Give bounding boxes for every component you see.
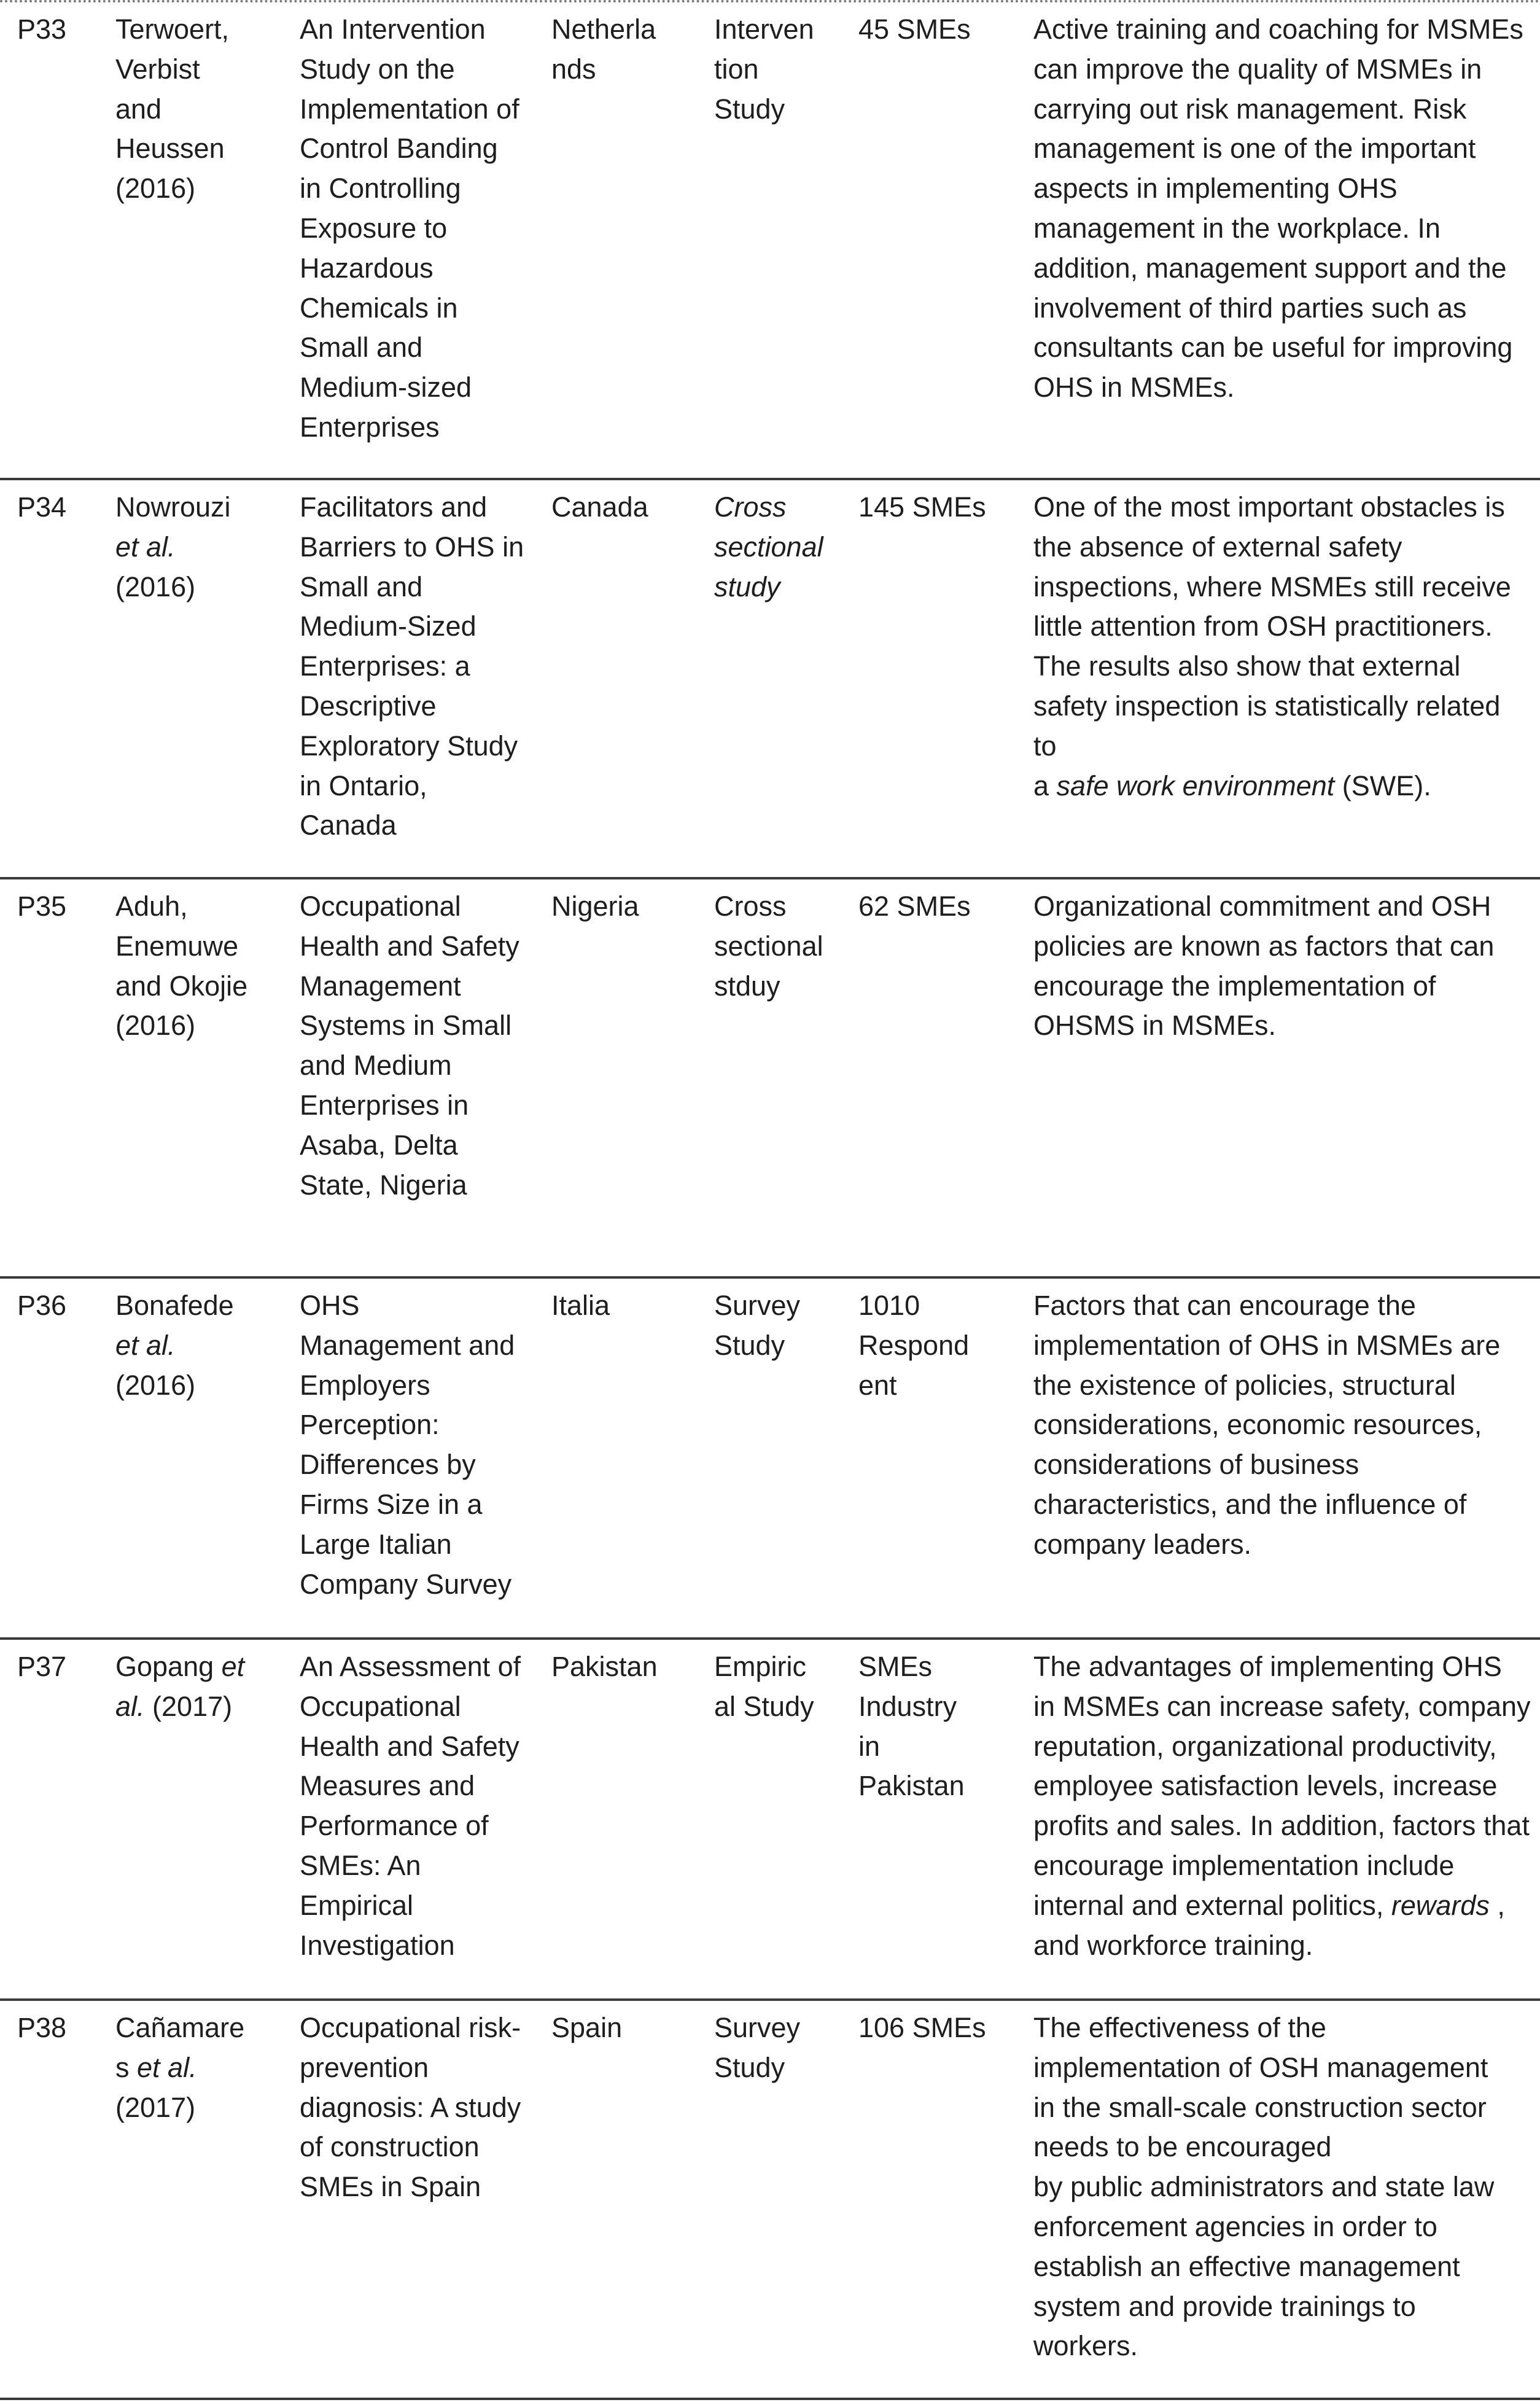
finding-text: One of the most important obstacles is the absence of external safety inspections, where MSMEs still receive little attention from OSH practitioners. The results also show that external safety inspection is statistically related to xyxy=(1033,491,1511,762)
sample-cell: SMEs Industry in Pakistan xyxy=(858,1651,965,1802)
country-cell: Spain xyxy=(551,2012,623,2043)
design-cell: Empirical Study xyxy=(714,1651,814,1722)
author-etal: et al. xyxy=(115,1651,245,1722)
title-cell: An Assessment of Occupational Health and Safety Measures and Performance of SMEs: An Empirical Investigation xyxy=(300,1651,521,1961)
author-etal: et al. xyxy=(115,531,176,563)
author-etal: et al. xyxy=(115,1329,176,1361)
paper-id: P37 xyxy=(17,1651,67,1682)
title-cell: An Intervention Study on the Implementation of Control Banding in Controlling Exposure to Hazardous Chemicals in Small and Medium-sized Enterprises xyxy=(300,14,519,443)
author-name: Cañamares xyxy=(115,2012,245,2083)
finding-cell: Active training and coaching for MSMEs can improve the quality of MSMEs in carrying out risk management. Risk management is one of the important aspects in implementing OHS management in the workplace. In addition, management support and the involvement of third parties such as consultants can be useful for improving OHS in MSMEs. xyxy=(1033,14,1523,403)
finding-term: safe work environment xyxy=(1056,770,1335,801)
design-cell: Survey Study xyxy=(714,1290,801,1361)
finding-text: The advantages of implementing OHS in MSMEs can increase safety, company reputation, organizational productivity, employee satisfaction levels, increase profits and sales. In addition, factors that encourage implementation include internal and external politics, xyxy=(1033,1651,1531,1921)
author-name: Bonafede xyxy=(115,1290,234,1321)
finding-text-end: , and workforce training. xyxy=(1033,1889,1505,1961)
finding-cell xyxy=(1033,1647,1531,1965)
author-name: Nowrouzi xyxy=(115,491,231,523)
finding-cell: Factors that can encourage the implementation of OHS in MSMEs are the existence of policies, structural considerations, economic resources, considerations of business characteristics, and the influence of company leaders. xyxy=(1033,1290,1501,1560)
title-cell: Facilitators and Barriers to OHS in Small and Medium-Sized Enterprises: a Descriptive Exploratory Study in Ontario, Canada xyxy=(300,491,524,841)
country-cell: Nigeria xyxy=(551,891,639,922)
finding-term: rewards xyxy=(1391,1889,1490,1921)
title-cell: OHS Management and Employers Perception: Differences by Firms Size in a Large Italian Company Survey xyxy=(300,1290,515,1600)
author-etal: et al. xyxy=(137,2051,197,2083)
table-row xyxy=(0,1279,1540,1640)
country-cell: Canada xyxy=(551,491,648,523)
table-row xyxy=(0,1640,1540,2001)
author-cell xyxy=(115,488,266,607)
finding-cell xyxy=(1033,488,1531,806)
sample-cell: 45 SMEs xyxy=(858,14,971,45)
finding-cell xyxy=(1033,2008,1506,2366)
finding-abbrev: (SWE). xyxy=(1342,770,1431,801)
design-cell: Cross sectional study xyxy=(714,491,823,602)
table-row xyxy=(0,480,1540,879)
author-cell: Aduh, Enemuwe and Okojie (2016) xyxy=(115,891,248,1042)
table-row xyxy=(0,0,1540,480)
design-cell: Cross sectional stduy xyxy=(714,891,823,1002)
author-cell xyxy=(115,2008,257,2127)
country-cell: Netherlands xyxy=(551,14,656,85)
author-year: (2017) xyxy=(115,2091,196,2123)
author-year: (2016) xyxy=(115,571,196,602)
paper-id: P33 xyxy=(17,14,67,45)
country-cell: Italia xyxy=(551,1290,610,1321)
author-year: (2017) xyxy=(152,1690,233,1722)
paper-id: P38 xyxy=(17,2012,67,2043)
sample-cell: 62 SMEs xyxy=(858,891,971,922)
paper-id: P36 xyxy=(17,1290,67,1321)
author-name: Gopang xyxy=(115,1651,214,1682)
sample-cell: 1010 Respondent xyxy=(858,1290,970,1401)
author-year: (2016) xyxy=(115,1369,196,1401)
finding-text: The effectiveness of the implementation of OSH management in the small-scale construction sector needs to be encouraged xyxy=(1033,2012,1488,2163)
title-cell: Occupational risk-prevention diagnosis: A study of construction SMEs in Spain xyxy=(300,2012,521,2203)
finding-text-cont: by public administrators and state law enforcement agencies in order to establish an effective management system and provide trainings to workers. xyxy=(1033,2171,1495,2362)
sample-cell: 145 SMEs xyxy=(858,491,986,523)
table-row xyxy=(0,2001,1540,2400)
finding-cell: Organizational commitment and OSH policies are known as factors that can encourage the implementation of OHSMS in MSMEs. xyxy=(1033,891,1495,1042)
country-cell: Pakistan xyxy=(551,1651,658,1682)
author-cell xyxy=(115,1647,266,1727)
design-cell: Survey Study xyxy=(714,2012,801,2083)
paper-id: P34 xyxy=(17,491,67,523)
table-row xyxy=(0,879,1540,1279)
author-cell xyxy=(115,1286,266,1405)
finding-text-article: a xyxy=(1033,770,1049,801)
sample-cell: 106 SMEs xyxy=(858,2012,986,2043)
paper-id: P35 xyxy=(17,891,67,922)
title-cell: Occupational Health and Safety Management Systems in Small and Medium Enterprises in Asaba, Delta State, Nigeria xyxy=(300,891,519,1201)
author-cell: Terwoert, Verbist and Heussen (2016) xyxy=(115,14,230,205)
design-cell: Intervention Study xyxy=(714,14,814,125)
